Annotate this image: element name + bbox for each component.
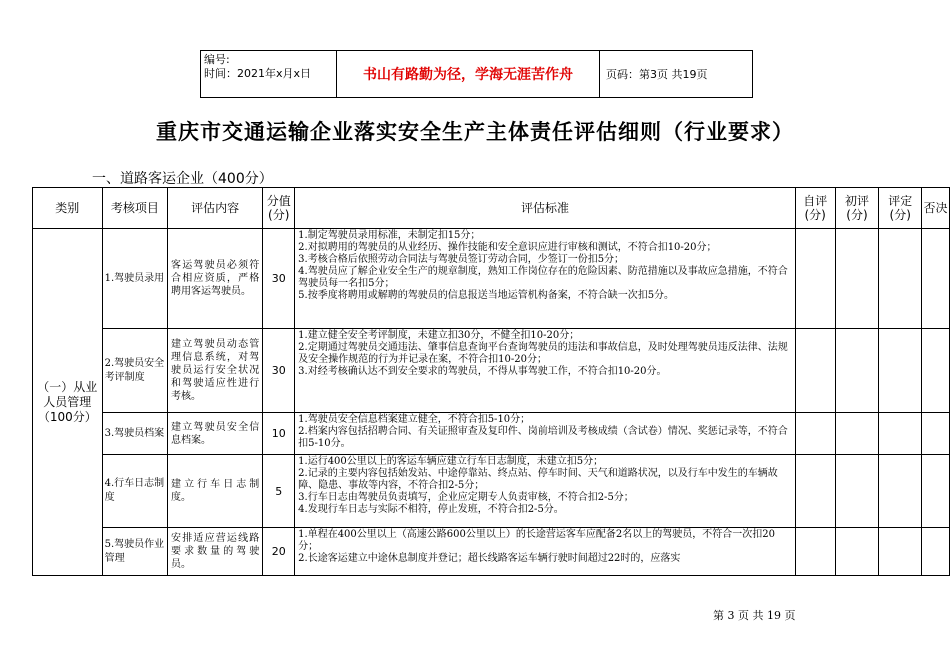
item-cell: 2.驾驶员安全考评制度 (102, 329, 167, 413)
header-motto: 书山有路勤为径，学海无涯苦作舟 (337, 51, 600, 97)
criteria-line: 1.制定驾驶员录用标准，未制定扣15分； (298, 230, 481, 241)
veto-cell[interactable] (922, 528, 950, 576)
score-cell: 10 (263, 413, 295, 455)
criteria-line: 2.记录的主要内容包括始发站、中途停靠站、终点站、停车时间、天气和道路状况，以及行车中发生的车辆故障、隐患、事故等内容，不符合扣2-5分； (298, 468, 778, 491)
criteria-line: 1.单程在400公里以上（高速公路600公里以上）的长途营运客车应配备2名以上的驾驶员，不符合一次扣20分； (298, 529, 775, 552)
self-eval-cell[interactable] (795, 413, 835, 455)
veto-cell[interactable] (922, 413, 950, 455)
criteria-line: 3.行车日志由驾驶员负责填写，企业应定期专人负责审核，不符合扣2-5分； (298, 492, 634, 503)
final-eval-cell[interactable] (879, 229, 922, 329)
criteria-cell (295, 413, 796, 455)
header-meta (201, 51, 337, 97)
self-eval-cell[interactable] (795, 229, 835, 329)
header-score: 分值(分) (263, 188, 295, 229)
score-cell: 30 (263, 229, 295, 329)
criteria-line: 4.驾驶员应了解企业安全生产的规章制度，熟知工作岗位存在的危险因素、防范措施以及事故应急措施，不符合驾驶员每一名扣5分； (298, 266, 788, 289)
item-cell: 5.驾驶员作业管理 (102, 528, 167, 576)
page-footer: 第 3 页 共 19 页 (713, 609, 796, 622)
final-eval-cell[interactable] (879, 413, 922, 455)
criteria-line: 2.长途客运建立中途休息制度并登记；超长线路客运车辆行驶时间超过22时的，应落实 (298, 553, 681, 564)
header-page-label: 页码：第3页 共19页 (606, 68, 708, 81)
final-eval-cell[interactable] (879, 455, 922, 528)
evaluation-table (32, 187, 950, 576)
score-cell: 30 (263, 329, 295, 413)
initial-eval-cell[interactable] (835, 329, 879, 413)
content-cell: 建立行车日志制度。 (168, 455, 263, 528)
header-item: 考核项目 (102, 188, 167, 229)
item-cell: 3.驾驶员档案 (102, 413, 167, 455)
initial-eval-cell[interactable] (835, 455, 879, 528)
section-title: 一、道路客运企业（400分） (92, 171, 273, 187)
table-row (33, 329, 950, 413)
criteria-cell (295, 528, 796, 576)
criteria-line: 1.建立健全安全考评制度，未建立扣30分，不健全扣10-20分； (298, 330, 580, 341)
criteria-line: 2.定期通过驾驶员交通违法、肇事信息查询平台查询驾驶员的违法和事故信息，及时处理驾驶员违反法律、法规及安全操作规范的行为并记录在案，不符合扣10-20分； (298, 342, 788, 365)
header-self-eval: 自评(分) (795, 188, 835, 229)
header-initial-eval: 初评(分) (835, 188, 879, 229)
content-cell: 安排适应营运线路要求数量的驾驶员。 (168, 528, 263, 576)
final-eval-cell[interactable] (879, 528, 922, 576)
time-label: 时间：2021年x月x日 (204, 67, 312, 80)
header-veto: 否决 (922, 188, 950, 229)
criteria-line: 2.档案内容包括招聘合同、有关证照审查及复印件、岗前培训及考核成绩（含试卷）情况、奖惩记录等，不符合扣5-10分。 (298, 426, 788, 449)
veto-cell[interactable] (922, 229, 950, 329)
veto-cell[interactable] (922, 329, 950, 413)
criteria-cell (295, 455, 796, 528)
table-row (33, 413, 950, 455)
criteria-line: 5.按季度将聘用或解聘的驾驶员的信息报送当地运管机构备案，不符合缺一次扣5分。 (298, 290, 675, 301)
content-cell: 建立驾驶员动态管理信息系统，对驾驶员运行安全状况和驾驶适应性进行考核。 (168, 329, 263, 413)
criteria-cell (295, 329, 796, 413)
header-category: 类别 (33, 188, 103, 229)
header-criteria: 评估标准 (295, 188, 796, 229)
table-row (33, 229, 950, 329)
initial-eval-cell[interactable] (835, 528, 879, 576)
criteria-cell (295, 229, 796, 329)
criteria-line: 4.发现行车日志与实际不相符，停止发班，不符合扣2-5分。 (298, 504, 564, 515)
criteria-line: 2.对拟聘用的驾驶员的从业经历、操作技能和安全意识应进行审核和测试，不符合扣10-20分； (298, 242, 717, 253)
document-title: 重庆市交通运输企业落实安全生产主体责任评估细则（行业要求） (156, 120, 794, 144)
score-cell: 5 (263, 455, 295, 528)
header-final-eval: 评定(分) (879, 188, 922, 229)
initial-eval-cell[interactable] (835, 229, 879, 329)
veto-cell[interactable] (922, 455, 950, 528)
item-cell: 4.行车日志制度 (102, 455, 167, 528)
item-cell: 1.驾驶员录用 (102, 229, 167, 329)
table-row (33, 455, 950, 528)
content-cell: 客运驾驶员必须符合相应资质，严格聘用客运驾驶员。 (168, 229, 263, 329)
initial-eval-cell[interactable] (835, 413, 879, 455)
criteria-line: 3.对经考核确认达不到安全要求的驾驶员，不得从事驾驶工作，不符合扣10-20分。 (298, 366, 667, 377)
table-header-row (33, 188, 950, 229)
category-cell: （一）从业人员管理（100分） (33, 229, 103, 576)
criteria-line: 1.驾驶员安全信息档案建立健全，不符合扣5-10分； (298, 414, 531, 425)
criteria-line: 3.考核合格后依照劳动合同法与驾驶员签订劳动合同，少签订一份扣5分； (298, 254, 625, 265)
number-label: 编号: (204, 53, 230, 66)
self-eval-cell[interactable] (795, 528, 835, 576)
header-content: 评估内容 (168, 188, 263, 229)
self-eval-cell[interactable] (795, 455, 835, 528)
final-eval-cell[interactable] (879, 329, 922, 413)
content-cell: 建立驾驶员安全信息档案。 (168, 413, 263, 455)
self-eval-cell[interactable] (795, 329, 835, 413)
score-cell: 20 (263, 528, 295, 576)
criteria-line: 1.运行400公里以上的客运车辆应建立行车日志制度，未建立扣5分； (298, 456, 604, 467)
header-box (200, 50, 753, 98)
table-row (33, 528, 950, 576)
